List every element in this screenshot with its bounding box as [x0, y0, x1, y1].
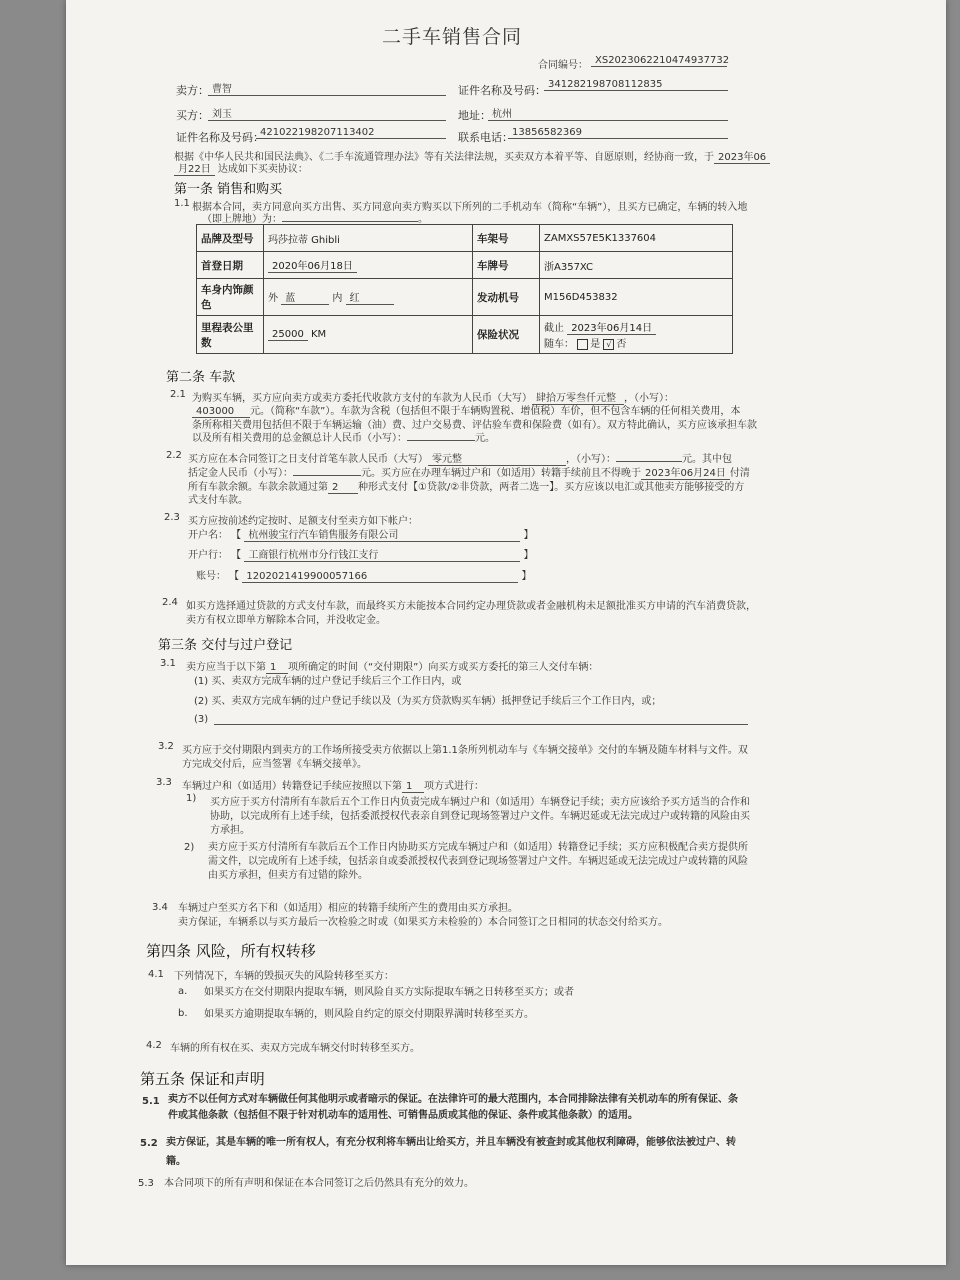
seller-id: 341282198708112835: [544, 79, 728, 91]
clause-3-3-no: 3.3: [156, 777, 172, 788]
engine-label: 发动机号: [473, 279, 540, 316]
price-amount: 403000: [192, 406, 250, 418]
buyer-id-label: 证件名称及号码：: [176, 131, 264, 144]
clause-2-3-text: 买方应按前述约定按时、足额支付至卖方如下帐户：: [188, 516, 418, 527]
phone-label: 联系电话：: [458, 131, 513, 144]
contract-no-label: 合同编号：: [538, 60, 588, 71]
clause-3-4-no: 3.4: [152, 902, 168, 913]
clause-4-1-a-text: 如果买方在交付期限内提取车辆，则风险自买方实际提取车辆之日转移至买方；或者: [204, 987, 574, 998]
article-2-title: 第二条 车款: [166, 370, 236, 385]
buyer-id: 421022198207113402: [256, 127, 446, 139]
clause-2-2-b: 括定金人民币（小写）： 元。买方应在办理车辆过户和（如适用）转籍手续前且不得晚于 2023年06月24日 付清: [188, 464, 750, 480]
clause-3-3-2-b: 需文件，以完成所有上述手续，包括亲自或委派授权代表到登记现场签署过户文件。车辆迟延或无法完成过户或转籍的风险: [208, 856, 748, 867]
clause-3-1-blank: [214, 724, 748, 725]
clause-3-3-1-no: 1): [186, 793, 197, 804]
clause-4-1-no: 4.1: [148, 969, 164, 980]
clause-3-3-1-c: 方承担。: [210, 825, 250, 836]
account-bank-row: 开户行： 【 工商银行杭州市分行钱江支行 】: [188, 546, 534, 562]
clause-2-4-b: 卖方有权立即单方解除本合同，并没收定金。: [186, 615, 386, 626]
clause-5-1-b: 件或其他条款（包括但不限于针对机动车的适用性、可销售品质或其他的保证、条件或其他条款）的适用。: [168, 1110, 638, 1121]
clause-2-1-a: 为购买车辆，买方应向卖方或卖方委托代收款方支付的车款为人民币（大写） 肆拾万零叁仟元整 ，（小写）：: [192, 389, 674, 405]
reg-date-label: 首登日期: [197, 252, 264, 279]
contract-page: [66, 0, 946, 1265]
clause-1-1-no: 1.1: [174, 198, 190, 209]
vin-label: 车架号: [473, 225, 540, 252]
clause-3-1-a: 卖方应当于以下第 1 项所确定的时间（“交付期限”）向买方或买方委托的第三人交付车辆：: [186, 662, 599, 673]
clause-5-2-b: 籍。: [166, 1156, 186, 1167]
mileage-cell: 25000 KM: [264, 316, 473, 354]
brand-label: 品牌及型号: [197, 225, 264, 252]
article-3-title: 第三条 交付与过户登记: [158, 638, 293, 653]
clause-3-4-b: 卖方保证，车辆系以与买方最后一次检验之时或（如果买方未检验的）本合同签订之日相同的状态交付给买方。: [178, 917, 668, 928]
clause-5-1-a: 卖方不以任何方式对车辆做任何其他明示或者暗示的保证。在法律许可的最大范围内，本合同排除法律有关机动车的所有保证、条: [168, 1094, 738, 1105]
article-4-title: 第四条 风险，所有权转移: [146, 942, 316, 960]
account-bank: 工商银行杭州市分行钱江支行: [244, 546, 520, 562]
insurance-until: 2023年06月14日: [567, 319, 656, 335]
clause-5-2-no: 5.2: [140, 1138, 158, 1149]
page-title: 二手车销售合同: [382, 26, 523, 48]
clause-2-2-no: 2.2: [166, 450, 182, 461]
clause-2-4-a: 如买方选择通过贷款的方式支付车款，而最终买方未能按本合同约定办理贷款或者金融机构未足额批准买方申请的汽车消费贷款，: [186, 601, 756, 612]
clause-2-1-no: 2.1: [170, 389, 186, 400]
phone: 13856582369: [508, 127, 728, 139]
plate-label: 车牌号: [473, 252, 540, 279]
reg-date-value: 2020年06月18日: [268, 257, 357, 273]
address: 杭州: [488, 105, 728, 121]
clause-5-2-a: 卖方保证，其是车辆的唯一所有权人，有充分权利将车辆出让给买方，并且车辆没有被查封或其他权利障碍，能够依法被过户、转: [166, 1137, 736, 1148]
clause-2-2-a: 买方应在本合同签订之日支付首笔车款人民币（大写） 零元整 ，（小写）： 元。其中包: [188, 450, 732, 466]
clause-3-4-a: 车辆过户至买方名下和（如适用）相应的转籍手续所产生的费用由买方承担。: [178, 903, 518, 914]
clause-2-4-no: 2.4: [162, 597, 178, 608]
clause-3-1-item-2: (2) 买、卖双方完成车辆的过户登记手续以及（为买方贷款购买车辆）抵押登记手续后三个工作日内，或；: [194, 696, 662, 707]
seller-label: 卖方：: [176, 84, 209, 97]
clause-4-2-text: 车辆的所有权在买、卖双方完成车辆交付时转移至买方。: [170, 1043, 420, 1054]
clause-3-3-a: 车辆过户和（如适用）转籍登记手续应按照以下第 1 项方式进行：: [182, 781, 484, 792]
color-label: 车身内饰颜色: [197, 279, 264, 316]
insurance-label: 保险状况: [473, 316, 540, 354]
clause-2-1-d: 以及所有相关费用的总金额总计人民币（小写）： 元。: [192, 433, 495, 444]
clause-4-1-b-no: b.: [178, 1008, 188, 1019]
clause-5-1-no: 5.1: [142, 1096, 160, 1107]
seller-id-label: 证件名称及号码：: [458, 84, 546, 97]
clause-3-2-no: 3.2: [158, 741, 174, 752]
color-cell: 外 蓝 内 红: [264, 279, 473, 316]
buyer-name: 刘玉: [208, 105, 446, 121]
article-5-title: 第五条 保证和声明: [140, 1070, 265, 1088]
clause-2-3-no: 2.3: [164, 512, 180, 523]
clause-5-3-text: 本合同项下的所有声明和保证在本合同签订之后仍然具有充分的效力。: [164, 1178, 474, 1189]
clause-1-1-text: 根据本合同，卖方同意向买方出售、买方同意向卖方购买以下所列的二手机动车（简称“车辆”），且买方已确定，车辆的转入地: [192, 202, 748, 213]
clause-3-2-a: 买方应于交付期限内到卖方的工作场所接受卖方依据以上第1.1条所列机动车与《车辆交接单》交付的车辆及随车材料与文件。双: [182, 745, 748, 756]
clause-3-3-2-c: 由买方承担，但卖方有过错的除外。: [208, 870, 368, 881]
clause-3-1-item-3: (3): [194, 714, 209, 725]
plate-value: 浙A357XC: [540, 252, 733, 279]
account-no: 1202021419900057166: [242, 571, 518, 583]
account-name-row: 开户名： 【 杭州骏宝行汽车销售服务有限公司 】: [188, 526, 534, 542]
seller-name: 曹智: [208, 80, 446, 96]
clause-2-1-c: 条所称相关费用包括但不限于车辆运输（油）费、过户交易费、评估验车费和保险费（如有）。双方特此确认，买方应该承担车款: [192, 420, 757, 431]
no-checkbox: √: [603, 339, 614, 350]
insurance-cell: 截止 2023年06月14日 随车： 是 √ 否: [540, 316, 733, 354]
clause-4-1-a: 下列情况下，车辆的毁损灭失的风险转移至买方：: [174, 971, 394, 982]
vin-value: ZAMXS57E5K1337604: [540, 225, 733, 252]
clause-4-1-b-text: 如果买方逾期提取车辆的，则风险自约定的原交付期限界满时转移至买方。: [204, 1009, 534, 1020]
article-1-title: 第一条 销售和购买: [174, 182, 283, 197]
engine-value: M156D453832: [540, 279, 733, 316]
clause-3-3-2-no: 2): [184, 842, 195, 853]
account-name: 杭州骏宝行汽车销售服务有限公司: [244, 526, 520, 542]
mileage-value: 25000: [268, 329, 308, 341]
clause-3-3-2-a: 卖方应于买方付清所有车款后五个工作日内协助买方完成车辆过户和（如适用）转籍登记手续；买方应积极配合卖方提供所: [208, 842, 748, 853]
yes-checkbox: [577, 339, 588, 350]
reg-date-cell: [264, 252, 473, 279]
clause-3-1-no: 3.1: [160, 658, 176, 669]
clause-2-2-c: 所有车款余额。车款余款通过第 2 种形式支付【①贷款/②非贷款，两者二选一】。买方应该以电汇或其他卖方能够接受的方: [188, 482, 745, 493]
vehicle-table: [196, 224, 733, 354]
clause-4-1-a-no: a.: [178, 986, 188, 997]
brand-value: 玛莎拉蒂 Ghibli: [264, 225, 473, 252]
clause-3-2-b: 方完成交付后，应当签署《车辆交接单》。: [182, 759, 367, 770]
clause-5-3-no: 5.3: [138, 1178, 154, 1189]
buyer-label: 买方：: [176, 109, 209, 122]
contract-no: XS20230622104749377​32: [591, 55, 727, 67]
clause-3-3-1-b: 协助，以完成所有上述手续，包括委派授权代表亲自到登记现场签署过户文件。车辆迟延或无法完成过户或转籍的风险由买: [210, 811, 750, 822]
color-exterior: 蓝: [281, 289, 329, 305]
clause-4-2-no: 4.2: [146, 1040, 162, 1051]
clause-3-3-1-a: 买方应于买方付清所有车款后五个工作日内负责完成车辆过户和（如适用）车辆登记手续；卖方应该给予买方适当的合作和: [210, 797, 750, 808]
preamble: 根据《中华人民共和国民法典》、《二手车流通管理办法》等有关法律法规，买卖双方本着平等、自愿原则，经协商一致，于 2023年06: [174, 148, 770, 164]
clause-2-2-d: 式支付车款。: [188, 495, 248, 506]
preamble-end: 月22日 达成如下买卖协议：: [174, 160, 308, 176]
color-interior: 红: [346, 289, 394, 305]
clause-1-1-text-b: （即上牌地）为： 。: [202, 214, 428, 225]
address-label: 地址：: [458, 109, 491, 122]
account-no-row: 账号： 【 1202021419900057166 】: [196, 571, 532, 582]
pay-deadline: 2023年06月24日: [641, 464, 730, 480]
clause-3-1-item-1: (1) 买、卖双方完成车辆的过户登记手续后三个工作日内，或: [194, 676, 462, 687]
mileage-label: 里程表公里数: [197, 316, 264, 354]
clause-2-1-b: 403000 元。（简称“车款”）。车款为含税（包括但不限于车辆购置税、增值税）车价，但不包含车辆的任何相关费用，本: [192, 402, 740, 418]
